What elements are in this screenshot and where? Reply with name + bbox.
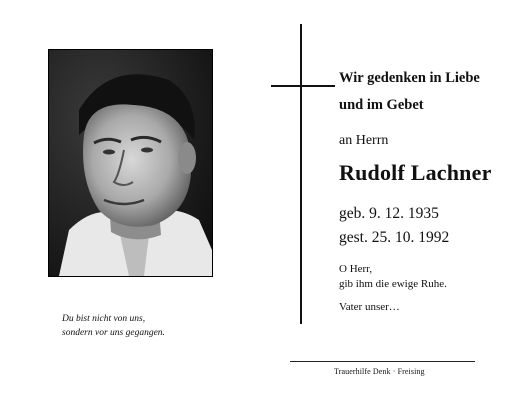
death-date: gest. 25. 10. 1992 (339, 229, 450, 246)
prayer-closing: Vater unser… (339, 301, 400, 313)
prayer-line-2: gib ihm die ewige Ruhe. (339, 278, 447, 290)
cross-vertical-bar (300, 24, 302, 324)
headline (339, 65, 480, 119)
headline-line-1: Wir gedenken in Liebe (339, 70, 480, 86)
birth-date: geb. 9. 12. 1935 (339, 205, 439, 222)
memorial-quote (62, 312, 222, 340)
footer-credit: Trauerhilfe Denk · Freising (334, 367, 425, 376)
portrait-image (49, 50, 212, 276)
portrait-photo (48, 49, 213, 277)
footer-divider (290, 361, 475, 362)
cross-horizontal-bar (271, 85, 335, 87)
quote-line-1: Du bist nicht von uns, (62, 314, 146, 324)
prayer-line-1: O Herr, (339, 263, 373, 275)
headline-line-2: und im Gebet (339, 97, 424, 113)
quote-line-2: sondern vor uns gegangen. (62, 328, 165, 338)
deceased-name: Rudolf Lachner (339, 160, 492, 185)
intro-text: an Herrn (339, 133, 389, 148)
life-dates (339, 202, 449, 250)
prayer-text (339, 262, 447, 315)
